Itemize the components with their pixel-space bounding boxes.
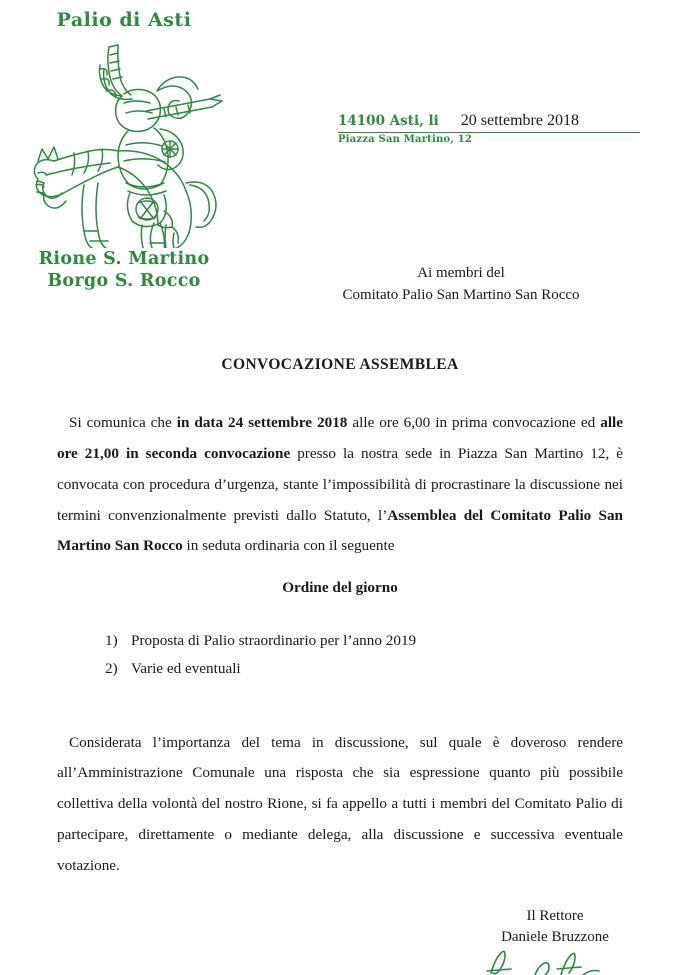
signature-block (432, 906, 678, 975)
city-label: 14100 Asti, li (338, 113, 439, 129)
p1-bold-date: in data 24 settembre 2018 (176, 414, 348, 431)
agenda-heading: Ordine del giorno (282, 579, 398, 597)
addressee-line-1: Ai membri del (417, 265, 505, 281)
agenda-list (57, 627, 623, 683)
p1-segment-a: Si comunica che (69, 414, 177, 431)
paragraph-closing: Considerata l’importanza del tema in discussione, sul quale è doveroso rendere all’Amministrazione Comunale una risposta che sia espressione quanto più possibile collettiva della volontà del nostro Rione, si fa appello a tutti i membri del Comitato Palio di partecipare, direttamente o mediante delega, alla discussione e successiva eventuale votazione. (57, 733, 623, 874)
document-date: 20 settembre 2018 (460, 112, 579, 129)
addressee-line-2: Comitato Palio San Martino San Rocco (342, 286, 580, 303)
date-block (338, 112, 640, 145)
date-line (338, 112, 640, 133)
signature-role: Il Rettore (526, 908, 584, 924)
list-item (105, 655, 623, 683)
addressee-block (300, 263, 622, 307)
p1-bold-assembly: Assemblea del Comitato Palio San Martino San Rocco (57, 506, 624, 555)
knight-on-horseback-icon (14, 33, 234, 248)
agenda-item-text: Proposta di Palio straordinario per l’anno 2019 (131, 632, 417, 650)
page-title: CONVOCAZIONE ASSEMBLEA (221, 356, 459, 373)
document-body (57, 356, 623, 882)
organization-title: Palio di Asti (56, 9, 192, 31)
p1-bold-second-call: alle ore 21,00 in seconda convocazione (57, 414, 624, 462)
agenda-item-number: 1) (105, 632, 118, 650)
paragraph-convocation (57, 408, 623, 562)
letterhead (14, 10, 234, 293)
rione-name-line1: Rione S. Martino (38, 248, 210, 269)
agenda-item-number: 2) (105, 660, 118, 678)
signature-name: Daniele Bruzzone (501, 929, 609, 946)
p1-segment-e: in seduta ordinaria con il seguente (182, 537, 395, 555)
p1-segment-d: presso la nostra sede in Piazza San Martino 12, è convocata con procedura d’urgenza, stante l’impossibilità di procrastinare la discussione nei termini convenzionalmente previsti dallo Statuto, l’ (57, 444, 623, 524)
handwritten-signature-icon (465, 949, 645, 975)
p1-segment-c: alle ore 6,00 in prima convocazione ed (347, 414, 601, 431)
office-address: Piazza San Martino, 12 (338, 134, 473, 145)
agenda-item-text: Varie ed eventuali (131, 660, 241, 678)
list-item (105, 627, 623, 655)
rione-name-line2: Borgo S. Rocco (47, 271, 201, 292)
